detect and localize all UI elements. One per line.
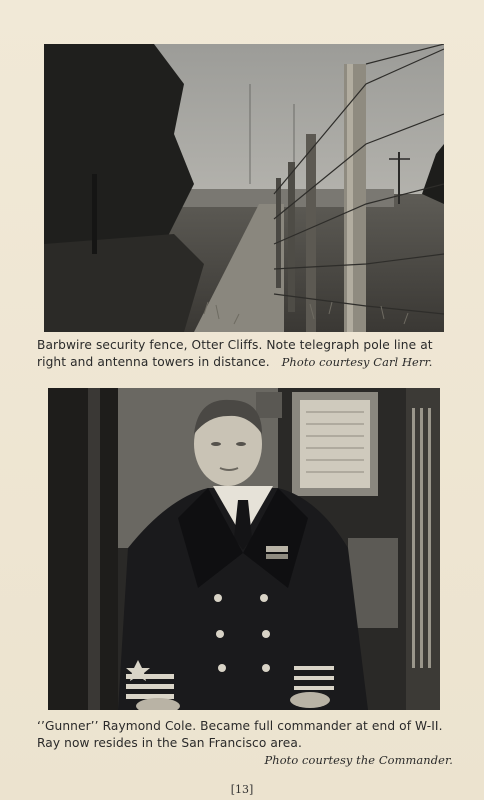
fence-caption-text: right and antenna towers in distance. xyxy=(37,355,270,369)
commander-caption xyxy=(37,718,461,769)
page-number: [13] xyxy=(230,783,254,796)
fence-photo-credit: Photo courtesy Carl Herr. xyxy=(281,355,433,369)
commander-caption-line1: ‘’Gunner’’ Raymond Cole. Became full commander at end of W-II. xyxy=(37,719,443,733)
commander-photo-image xyxy=(48,388,440,710)
commander-photo-credit: Photo courtesy the Commander. xyxy=(264,753,453,767)
fence-photo xyxy=(44,44,444,332)
commander-caption-line2: Ray now resides in the San Francisco area. xyxy=(37,736,302,750)
commander-credit-line xyxy=(37,752,461,769)
commander-photo xyxy=(48,388,440,710)
fence-caption-line1: Barbwire security fence, Otter Cliffs. Note telegraph pole line at xyxy=(37,338,433,352)
fence-caption xyxy=(37,337,461,371)
fence-caption-line2 xyxy=(37,354,461,371)
fence-photo-image xyxy=(44,44,444,332)
